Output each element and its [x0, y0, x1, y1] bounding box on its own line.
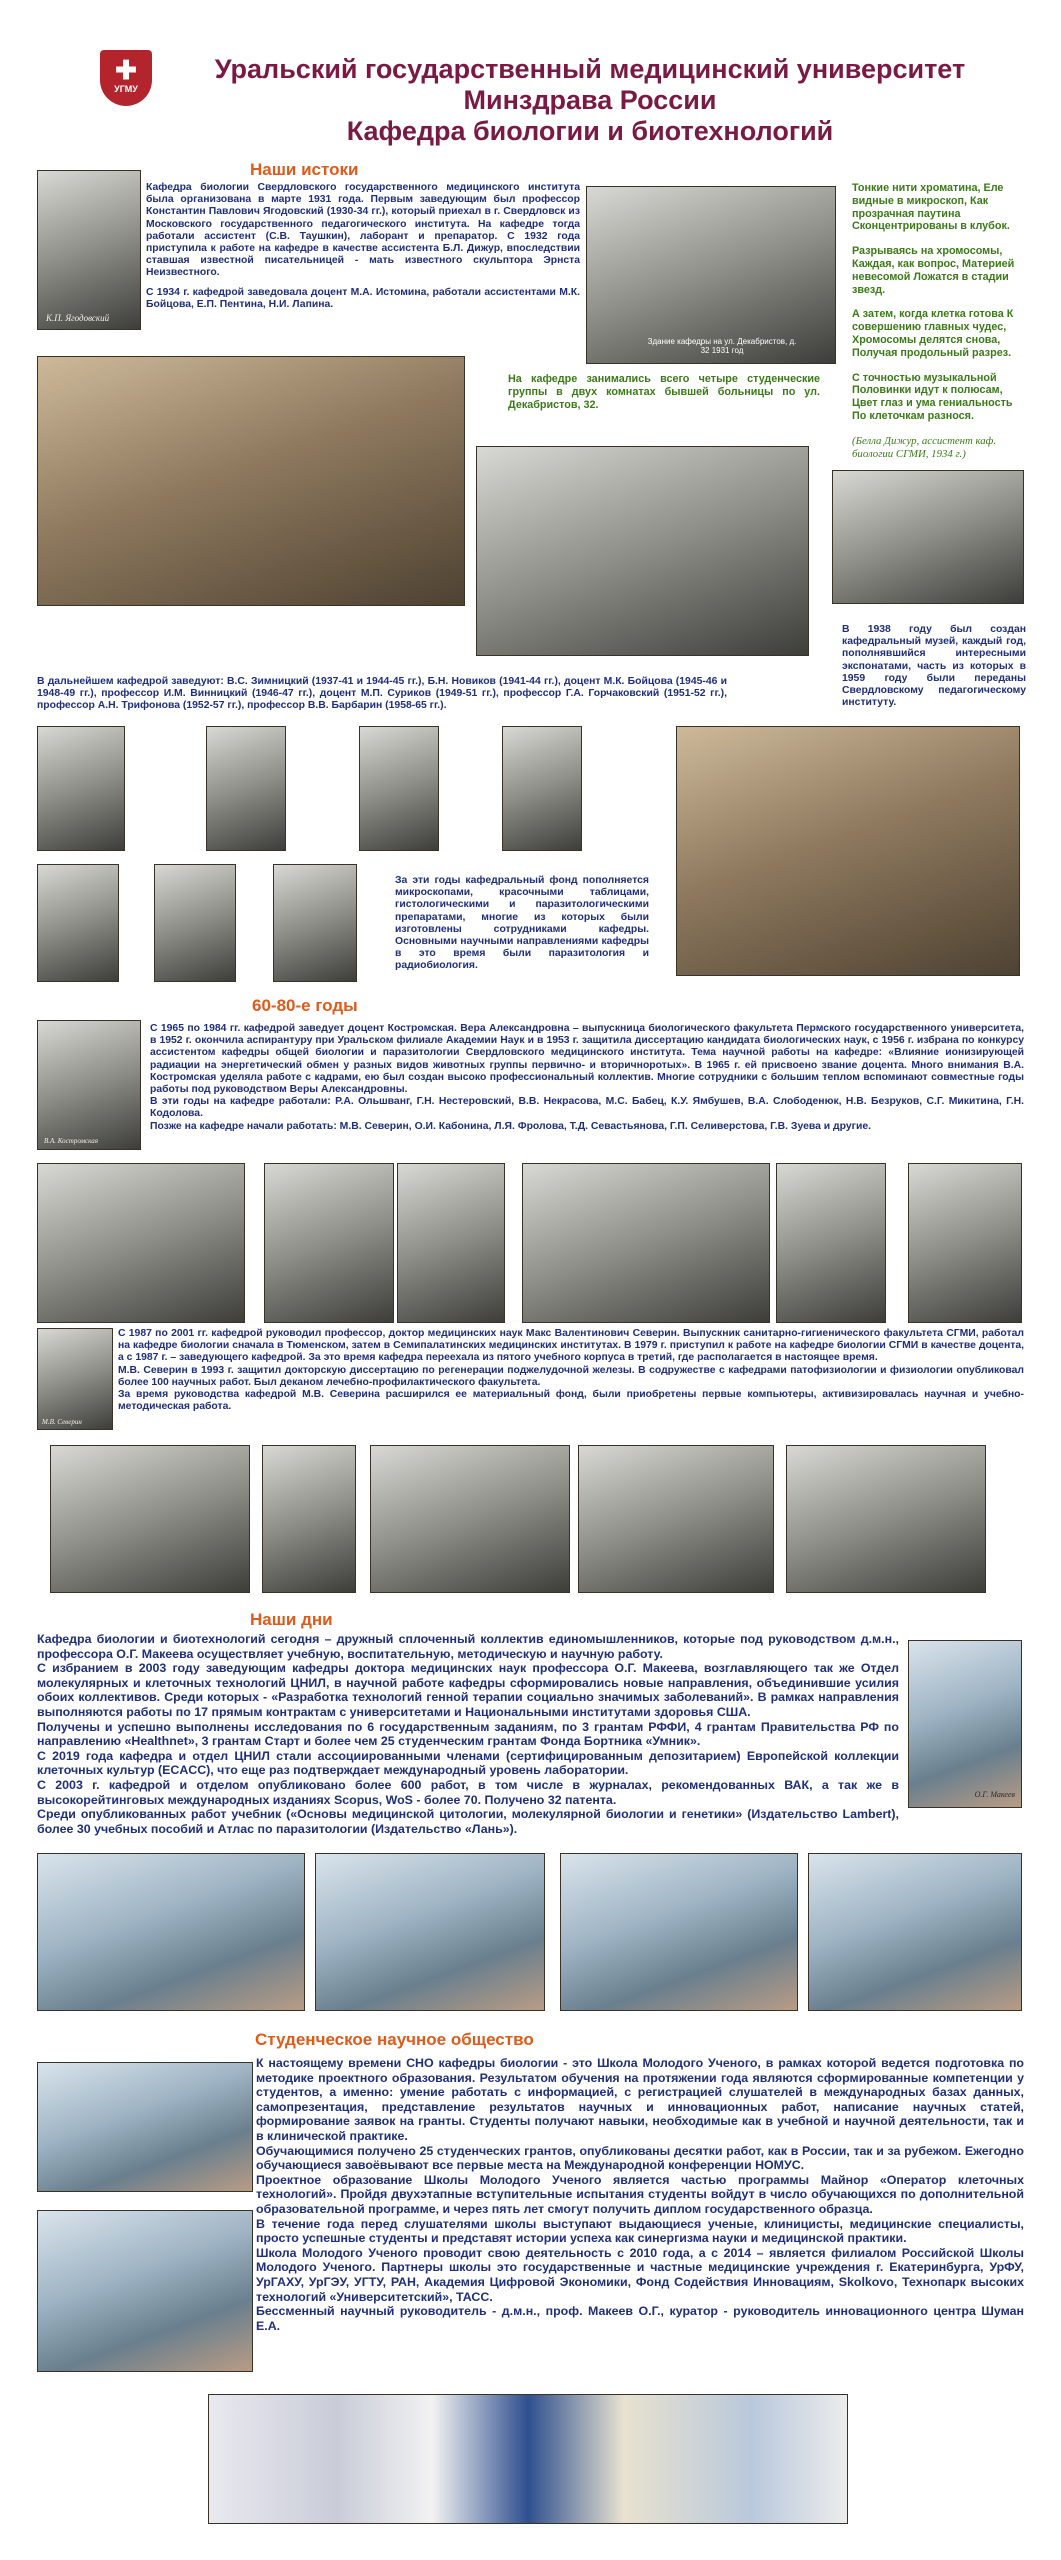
severin-paragraph-2: М.В. Северин в 1993 г. защитил докторскую диссертацию по регенерации поджелудочной железы. В содружестве с кафедрами патофизиологии и физиологии опубликовал более 100 научных работ. Был деканом лечебно-профилактического факультета. — [118, 1364, 1024, 1388]
sno-paragraph-3: Проектное образование Школы Молодого Ученого является частью программы Майнор «Оператор клеточных технологий». Пройдя двухэтапные вступительные испытания студенты войдут в число обучающихся по дополнительной образовательной программе, и через пять лет смогут получить диплом государственного образца. — [256, 2172, 1024, 2216]
heads-list: В дальнейшем кафедрой заведуют: В.С. Зимницкий (1937-41 и 1944-45 гг.), Б.Н. Новиков (1941-44 гг.), доцент М.К. Бойцова (1945-46 и 1948-49 гг.), профессор И.М. Винницкий (1946-47 гг.), доцент М.П. Суриков (1949-51 гг.), профессор Г.А. Горчаковский (1951-52 гг.), профессор А.Н. Трифонова (1952-57 гг.), профессор В.В. Барбарин (1958-65 гг.). — [37, 676, 727, 712]
logo-text: УГМУ — [114, 84, 138, 94]
photo-sno-group-2 — [37, 2210, 253, 2372]
severin-caption: М.В. Северин — [42, 1418, 82, 1426]
photo-lab-work — [37, 356, 465, 606]
section-heading-today: Наши дни — [250, 1610, 333, 1629]
title-line-1: Уральский государственный медицинский университет — [214, 54, 966, 84]
today-paragraph-6: Среди опубликованных работ учебник («Основы медицинской цитологии, молекулярной биологии и генетики» (Издательство Lambert), более 30 учебных пособий и Атлас по паразитологии (Издательство «Лань»). — [37, 1807, 899, 1836]
section-heading-sno: Студенческое научное общество — [255, 2030, 534, 2049]
sno-paragraph-4: В течение года перед слушателями школы выступают выдающиеся ученые, клиницисты, медицинские специалисты, просто успешные студенты и представят истории успеха как синергизма науки и медицинской практики. — [256, 2216, 1024, 2246]
photo-sno-group-1 — [37, 2062, 253, 2192]
photo-today-lab-2 — [315, 1853, 545, 2011]
today-paragraph-2: С избранием в 2003 году заведующим кафедры доктора медицинских наук профессора О.Г. Макеева, возглавляющего так же Отдел молекулярных и клеточных технологий ЦНИЛ, в научной работе кафедры сформировались новые направления, объединившие усилия обоих коллективов. Среди которых - «Разработка технологий генной терапии социально значимых заболеваний». В рамках направления выполняются работы по 17 прямым контрактам с университетами и Национальными институтами здоровья США. — [37, 1661, 899, 1719]
severin-text — [118, 1328, 1024, 1413]
building-caption: Здание кафедры на ул. Декабристов, д. 32 1931 год — [647, 337, 797, 355]
title-line-2: Минздрава России — [463, 85, 717, 115]
portrait-yagodovsky — [37, 170, 141, 330]
poem-citation: (Белла Дижур, ассистент каф. биологии СГМИ, 1934 г.) — [852, 434, 997, 460]
section-heading-60-80: 60-80-е годы — [252, 996, 358, 1015]
photo-museum-room — [832, 470, 1024, 604]
portrait-kostromskaya — [37, 1020, 141, 1150]
poem-stanza-3: А затем, когда клетка готова К совершению главных чудес, Хромосомы делятся снова, Получая продольный разрез. — [852, 308, 1014, 359]
portrait-caption: К.П. Ягодовский — [46, 313, 110, 323]
portrait-head-7 — [273, 864, 357, 982]
sixties-paragraph-1: С 1965 по 1984 гг. кафедрой заведует доцент Костромская. Вера Александровна – выпускница биологического факультета Пермского государственного университета, в 1952 г. окончила аспирантуру при Уральском филиале Академии Наук и в 1953 г. защитила диссертацию кандидата биологических наук, с 1956 г. избрана по конкурсу ассистентом кафедры общей биологии и паразитологии Свердловского медицинского института. Тема научной работы на кафедре: «Влияние ионизирующей радиации на энергетический обмен у разных видов животных группы первично- и вторичноротых». В 1965 г. ей присвоено звание доцента. Много внимания В.А. Костромская уделяла работе с кадрами, ею был создан высоко профессиональный коллектив. Многие сотрудники с большим теплом вспоминают совместные годы работы под руководством Веры Александровны. — [150, 1023, 1024, 1096]
portrait-head-1 — [37, 726, 125, 851]
photo-60s-6 — [908, 1163, 1022, 1323]
photo-60s-5 — [776, 1163, 886, 1323]
photo-museum-shelves — [676, 726, 1020, 976]
photo-skeleton-exhibit — [476, 446, 809, 656]
photo-80s-5 — [786, 1445, 986, 1593]
university-logo — [100, 50, 152, 106]
photo-80s-3 — [370, 1445, 570, 1593]
photo-60s-4 — [522, 1163, 770, 1323]
poem-stanza-4: С точностью музыкальной Половинки идут к полюсам, Цвет глаз и ума гениальность По клеточкам разнося. — [852, 371, 1013, 422]
photo-80s-2 — [262, 1445, 356, 1593]
origins-paragraph-2: С 1934 г. кафедрой заведовала доцент М.А. Истомина, работали ассистентами М.К. Бойцова, Е.П. Пентина, Н.И. Лапина. — [146, 286, 580, 310]
makeev-caption: О.Г. Макеев — [974, 1790, 1015, 1799]
cross-emblem-icon: ✚ — [115, 55, 137, 85]
photo-60s-2 — [264, 1163, 394, 1323]
photo-today-lab-1 — [37, 1853, 305, 2011]
museum-note: В 1938 году был создан кафедральный музей, каждый год, пополнявшийся интересными экспонатами, часть из которых в 1959 году были переданы Свердловскому педагогическому институту. — [842, 624, 1026, 709]
page-title — [160, 54, 1020, 147]
today-paragraph-5: С 2003 г. кафедрой и отделом опубликовано более 600 работ, в том числе в журналах, рекомендованных ВАК, а так же в высокорейтинговых международных изданиях Scopus, WoS - более 70. Получено 32 патента. — [37, 1777, 899, 1807]
portrait-severin — [37, 1328, 113, 1430]
poem-stanza-1: Тонкие нити хроматина, Еле видные в микроскоп, Как прозрачная паутина Сконцентрированы в клубок. — [852, 182, 1010, 233]
origins-paragraph-1: Кафедра биологии Свердловского государственного медицинского института была организована в марте 1931 года. Первым заведующим был профессор Константин Павлович Ягодовский (1930-34 гг.), который приехал в г. Свердловск из Московского государственного педагогического института. На кафедре тогда работали ассистент (С.В. Таушкин), лаборант и препаратор. С 1932 года приступила к работе на кафедре в качестве ассистента Б.Л. Дижур, впоследствии ставшая известной писательницей - мать известного скульптора Эрнста Неизвестного. — [146, 182, 580, 279]
sixties-paragraph-2: В эти годы на кафедре работали: Р.А. Ольшванг, Г.Н. Нестеровский, В.В. Некрасова, М.С. Бабец, К.У. Ямбушев, В.А. Слободенюк, Н.В. Безруков, С.Г. Микитина, Г.Н. Кодолова. — [150, 1096, 1024, 1120]
severin-paragraph-1: С 1987 по 2001 гг. кафедрой руководил профессор, доктор медицинских наук Макс Валентинович Северин. Выпускник санитарно-гигиенического факультета СГМИ, работал на кафедре биологии сначала в Тюменском, затем в Семипалатинских медицинских институтах. В 1979 г. приступил к работе на кафедре биологии СГМИ в качестве доцента, а с 1987 г. – заведующего кафедрой. За это время кафедра переехала из пятого учебного корпуса в третий, где располагается в настоящее время. — [118, 1328, 1024, 1364]
origins-text — [146, 182, 580, 318]
portrait-head-4 — [502, 726, 582, 851]
today-paragraph-1: Кафедра биологии и биотехнологий сегодня – дружный сплоченный коллектив единомышленников, которые под руководством д.м.н., профессора О.Г. Макеева осуществляет учебную, воспитательную, методическую и научную работу. — [37, 1632, 899, 1661]
today-paragraph-3: Получены и успешно выполнены исследования по 6 государственным заданиям, по 3 грантам РФФИ, 4 грантам Правительства РФ по направлению «Healthnet», 3 грантам Старт и более чем 25 студенческим грантам Фонда Бортника «Умник». — [37, 1719, 899, 1749]
section-heading-origins: Наши истоки — [250, 160, 359, 179]
poem-stanza-2: Разрываясь на хромосомы, Каждая, как вопрос, Материей невесомой Ложатся в стадии звезд. — [852, 245, 1015, 296]
photo-80s-4 — [578, 1445, 774, 1593]
poem — [852, 182, 1022, 472]
sno-paragraph-2: Обучающимися получено 25 студенческих грантов, опубликованы десятки работ, как в России, так и за рубежом. Ежегодно обучающиеся завоёвывают все первые места на Международной конференции НОМУС. — [256, 2143, 1024, 2173]
sno-text — [256, 2056, 1024, 2333]
photo-80s-1 — [50, 1445, 250, 1593]
today-text — [37, 1632, 899, 1836]
photo-today-team — [560, 1853, 798, 2011]
sno-paragraph-1: К настоящему времени СНО кафедры биологии - это Школа Молодого Ученого, в рамках которой ведется подготовка по методике проектного образования. Результатом обучения на протяжении года являются сформированные компетенции у студентов, а именно: умение работать с информацией, с регистрацией слушателей в международных базах данных, самопрезентация, представление результатов научных и инновационных работ, написание научных статей, формирование заявок на гранты. Студенты получают навыки, необходимые как в учебной и научной деятельности, так и в клинической практике. — [256, 2056, 1024, 2143]
today-paragraph-4: С 2019 года кафедра и отдел ЦНИЛ стали ассоциированными членами (сертифицированным депозитарием) Европейской коллекции клеточных культур (ECACC), что еще раз подтверждает международный уровень лаборатории. — [37, 1748, 899, 1778]
photo-today-microscope — [808, 1853, 1022, 2011]
severin-paragraph-3: За время руководства кафедрой М.В. Северина расширился ее материальный фонд, были приобретены первые компьютеры, активизировалась научная и учебно-методическая работа. — [118, 1389, 1024, 1413]
photo-60s-3 — [397, 1163, 505, 1323]
sno-paragraph-6: Бессменный научный руководитель - д.м.н., проф. Макеев О.Г., куратор - руководитель инновационного центра Шуман Е.А. — [256, 2304, 1024, 2333]
photo-publications — [208, 2394, 848, 2524]
portrait-head-6 — [154, 864, 236, 982]
sno-paragraph-5: Школа Молодого Ученого проводит свою деятельность с 2010 года, а с 2014 – является филиалом Российской Школы Молодого Ученого. Партнеры школы это государственные и частные медицинские учреждения г. Екатеринбурга, УрФУ, УрГАХУ, УрГЭУ, УГТУ, РАН, Академия Цифровой Экономики, Фонд Содействия Инновациям, Skolkovo, Технопарк высоких технологий «Университетский», ТАСС. — [256, 2245, 1024, 2304]
groups-note: На кафедре занимались всего четыре студенческие группы в двух комнатах бывшей больницы по ул. Декабристов, 32. — [508, 373, 820, 411]
photo-department-building — [586, 186, 836, 364]
sixties-text — [150, 1023, 1024, 1133]
photo-60s-1 — [37, 1163, 245, 1323]
kostromskaya-caption: В.А. Костромская — [44, 1137, 99, 1145]
portrait-head-5 — [37, 864, 119, 982]
portrait-head-2 — [206, 726, 286, 851]
portrait-head-3 — [359, 726, 439, 851]
portrait-makeev — [908, 1640, 1022, 1808]
title-line-3: Кафедра биологии и биотехнологий — [346, 116, 834, 146]
fund-note: За эти годы кафедральный фонд пополняется микроскопами, красочными таблицами, гистологическими и паразитологическими препаратами, многие из которых были изготовлены сотрудниками кафедры. Основными научными направлениями кафедры в это время были паразитология и радиобиология. — [395, 875, 649, 972]
sixties-paragraph-3: Позже на кафедре начали работать: М.В. Северин, О.И. Кабонина, Л.Я. Фролова, Т.Д. Севастьянова, Г.П. Селиверстова, Г.В. Зуева и другие. — [150, 1120, 872, 1132]
